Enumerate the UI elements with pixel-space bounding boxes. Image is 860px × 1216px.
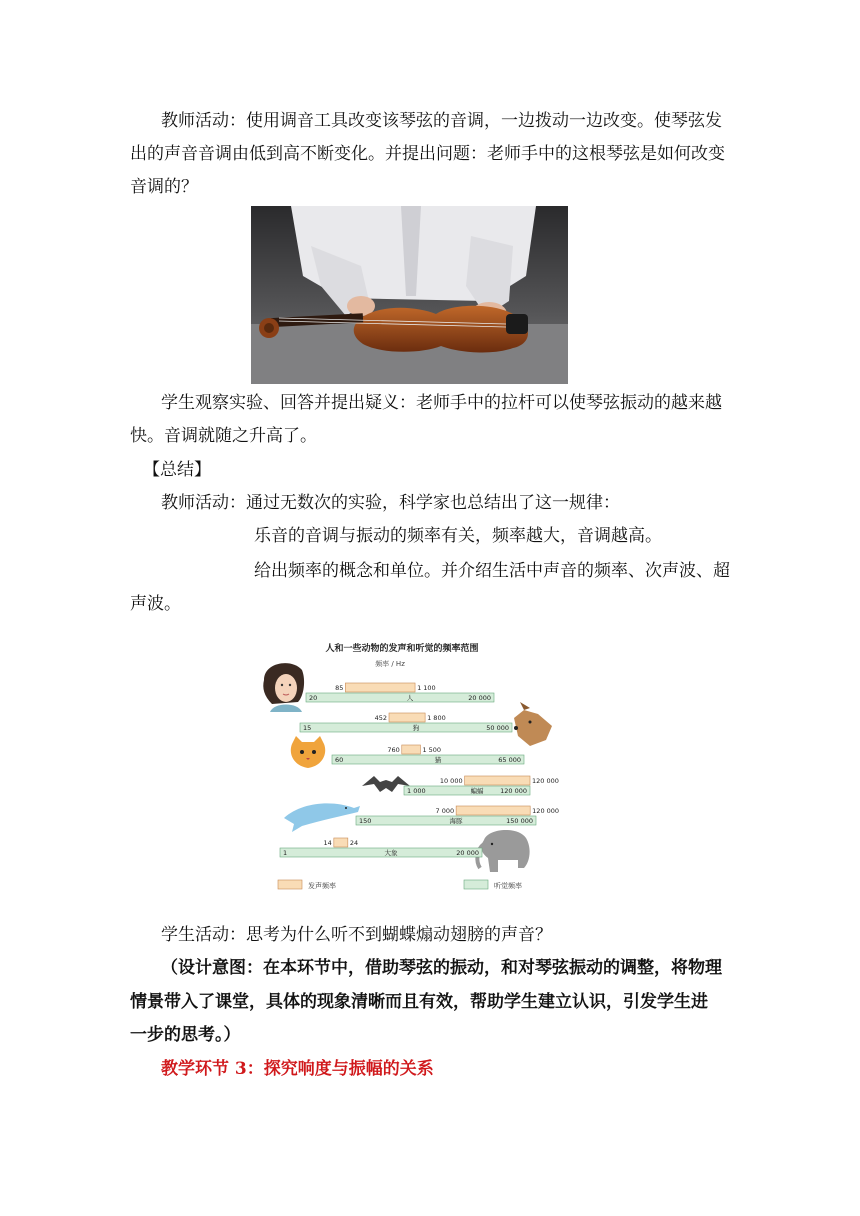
emit-bar: [456, 806, 530, 815]
dog-icon: [514, 702, 552, 746]
hear-max-label: 65 000: [498, 756, 521, 764]
animal-name-label: 大象: [384, 849, 398, 857]
animal-name-label: 狗: [412, 724, 420, 732]
animal-name-label: 人: [406, 694, 414, 702]
emit-max-label: 120 000: [532, 777, 559, 785]
hear-max-label: 50 000: [486, 724, 509, 732]
legend-emit-label: 发声频率: [308, 882, 336, 890]
bat-icon: [362, 776, 410, 792]
paragraph-5-line-1: 给出频率的概念和单位。并介绍生活中声音的频率、次声波、超: [254, 561, 730, 581]
paragraph-6: 学生活动：思考为什么听不到蝴蝶煽动翅膀的声音？: [161, 925, 552, 945]
paragraph-2-line-2: 快。音调就随之升高了。: [130, 426, 317, 446]
paragraph-5-line-2: 声波。: [130, 594, 181, 614]
legend-hear-label: 听觉频率: [494, 882, 522, 890]
hear-bar: [332, 755, 524, 764]
animal-name-label: 蝙蝠: [470, 787, 484, 795]
design-intent-line-2: 情景带入了课堂，具体的现象清晰而且有效，帮助学生建立认识，引发学生进: [130, 992, 708, 1012]
summary-heading: 【总结】: [143, 460, 211, 480]
hear-bar: [300, 723, 512, 732]
paragraph-3: 教师活动：通过无数次的实验，科学家也总结出了这一规律：: [161, 493, 620, 513]
hear-min-label: 150: [359, 817, 372, 825]
emit-bar: [345, 683, 415, 692]
paragraph-1-line-1: 教师活动：使用调音工具改变该琴弦的音调，一边拨动一边改变。使琴弦发: [161, 111, 722, 131]
emit-max-label: 1 800: [427, 714, 446, 722]
emit-max-label: 1 100: [417, 684, 436, 692]
frequency-range-chart: [262, 636, 560, 898]
hear-min-label: 60: [335, 756, 344, 764]
hear-bar: [306, 693, 494, 702]
emit-bar: [402, 745, 421, 754]
paragraph-1-line-3: 音调的？: [130, 177, 198, 197]
emit-max-label: 24: [349, 839, 359, 847]
emit-bar: [334, 838, 348, 847]
hear-min-label: 1: [283, 849, 288, 857]
hear-min-label: 1 000: [407, 787, 426, 795]
hear-max-label: 20 000: [456, 849, 479, 857]
hear-max-label: 120 000: [500, 787, 527, 795]
legend-emit-swatch: [278, 880, 302, 889]
legend-hear-swatch: [464, 880, 488, 889]
animal-name-label: 猫: [434, 756, 442, 764]
hear-max-label: 20 000: [468, 694, 491, 702]
paragraph-4: 乐音的音调与振动的频率有关，频率越大，音调越高。: [254, 526, 662, 546]
design-intent-line-1: （设计意图：在本环节中，借助琴弦的振动，和对琴弦振动的调整，将物理: [161, 958, 722, 978]
paragraph-2-line-1: 学生观察实验、回答并提出疑义：老师手中的拉杆可以使琴弦振动的越来越: [161, 393, 722, 413]
emit-bar: [389, 713, 425, 722]
violin-photo: [251, 206, 568, 384]
emit-min-label: 7 000: [435, 807, 455, 815]
section-heading: 教学环节 3：探究响度与振幅的关系: [161, 1059, 434, 1079]
emit-bar: [465, 776, 530, 785]
hear-max-label: 150 000: [506, 817, 533, 825]
emit-min-label: 760: [387, 746, 400, 754]
hear-bar: [280, 848, 482, 857]
emit-min-label: 14: [323, 839, 332, 847]
chart-title: 人和一些动物的发声和听觉的频率范围: [325, 644, 479, 654]
paragraph-1-line-2: 出的声音音调由低到高不断变化。并提出问题：老师手中的这根琴弦是如何改变: [130, 144, 725, 164]
hear-min-label: 20: [309, 694, 318, 702]
animal-name-label: 海豚: [449, 817, 463, 825]
chart-unit-label: 频率 / Hz: [375, 660, 405, 668]
emit-max-label: 120 000: [532, 807, 560, 815]
cat-icon: [291, 736, 325, 768]
emit-min-label: 85: [335, 684, 344, 692]
emit-min-label: 452: [374, 714, 388, 722]
emit-min-label: 10 000: [439, 777, 463, 785]
dolphin-icon: [284, 803, 360, 832]
elephant-icon: [477, 830, 529, 872]
hear-min-label: 15: [303, 724, 312, 732]
emit-max-label: 1 500: [422, 746, 442, 754]
design-intent-line-3: 一步的思考。）: [130, 1025, 241, 1045]
woman-face-icon: [263, 663, 304, 712]
